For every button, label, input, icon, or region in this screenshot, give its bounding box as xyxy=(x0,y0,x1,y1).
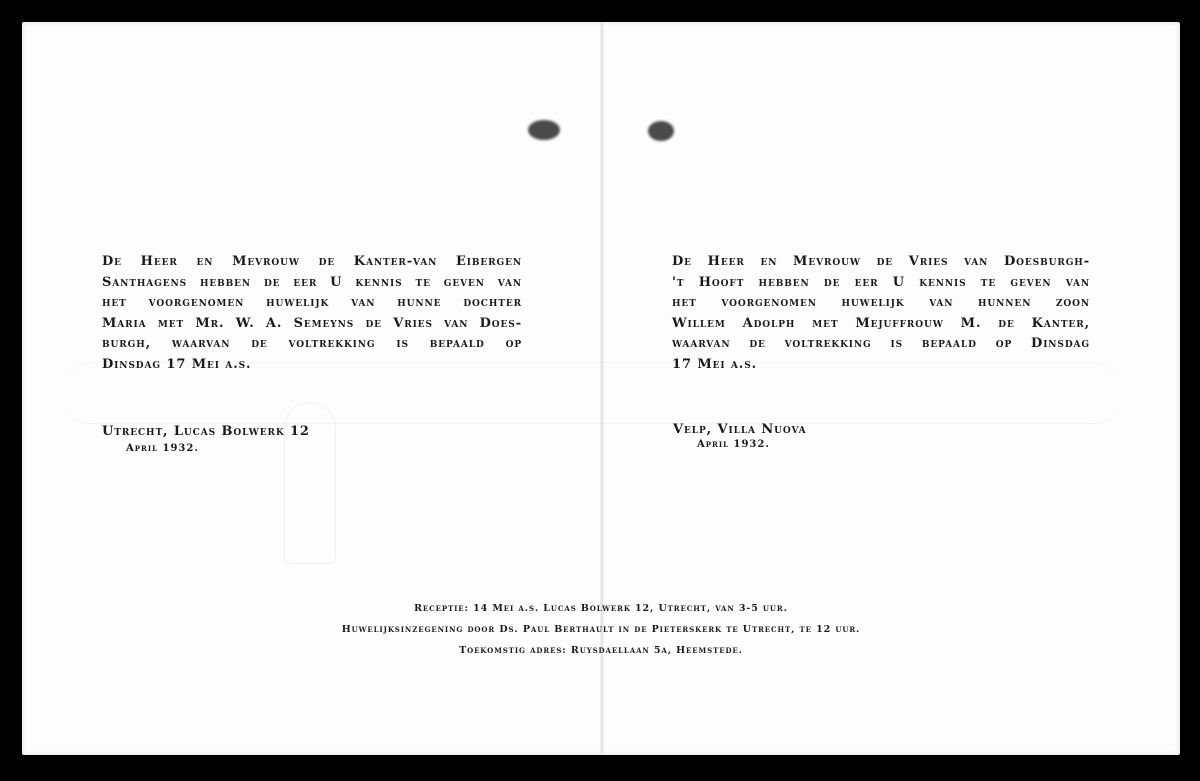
announcement-line: De Heer en Mevrouw de Vries van Doesburgh- xyxy=(672,254,1090,269)
reception-line: Receptie: 14 Mei a.s. Lucas Bolwerk 12, Utrecht, van 3-5 uur. xyxy=(414,603,788,614)
announcement-line: burgh, waarvan de voltrekking is bepaald op xyxy=(102,336,522,351)
announcement-line: Willem Adolph met Mejuffrouw M. de Kanter, xyxy=(672,315,1090,331)
announcement-line: 17 Mei a.s. xyxy=(672,356,758,372)
announcement-line: Maria met Mr. W. A. Semeyns de Vries van Does- xyxy=(102,315,522,331)
announcement-card xyxy=(22,22,1180,755)
punch-hole-right xyxy=(648,121,674,141)
announcement-line: het voorgenomen huwelijk van hunnen zoon xyxy=(672,295,1090,310)
groom-family-address: Velp, Villa Nuova xyxy=(673,422,807,437)
announcement-line: het voorgenomen huwelijk van hunne dochter xyxy=(102,295,522,310)
ceremony-line: Huwelijksinzegening door Ds. Paul Berthault in de Pieterskerk te Utrecht, te 12 uur. xyxy=(341,624,861,635)
future-address-line: Toekomstig adres: Ruysdaellaan 5a, Heemstede. xyxy=(459,645,743,656)
bride-family-date: April 1932. xyxy=(126,443,199,454)
punch-hole-left xyxy=(528,120,560,140)
groom-family-announcement xyxy=(672,252,1090,375)
bride-family-address: Utrecht, Lucas Bolwerk 12 xyxy=(102,424,310,439)
bride-family-announcement xyxy=(102,252,522,375)
announcement-line: Santhagens hebben de eer U kennis te geven van xyxy=(102,274,522,290)
event-details xyxy=(22,598,1180,661)
announcement-line: waarvan de voltrekking is bepaald op Dinsdag xyxy=(672,336,1090,351)
announcement-line: De Heer en Mevrouw de Kanter-van Eibergen xyxy=(102,254,522,269)
announcement-line: 't Hooft hebben de eer U kennis te geven van xyxy=(672,274,1090,290)
announcement-line: Dinsdag 17 Mei a.s. xyxy=(102,356,252,372)
groom-family-date: April 1932. xyxy=(697,439,770,450)
